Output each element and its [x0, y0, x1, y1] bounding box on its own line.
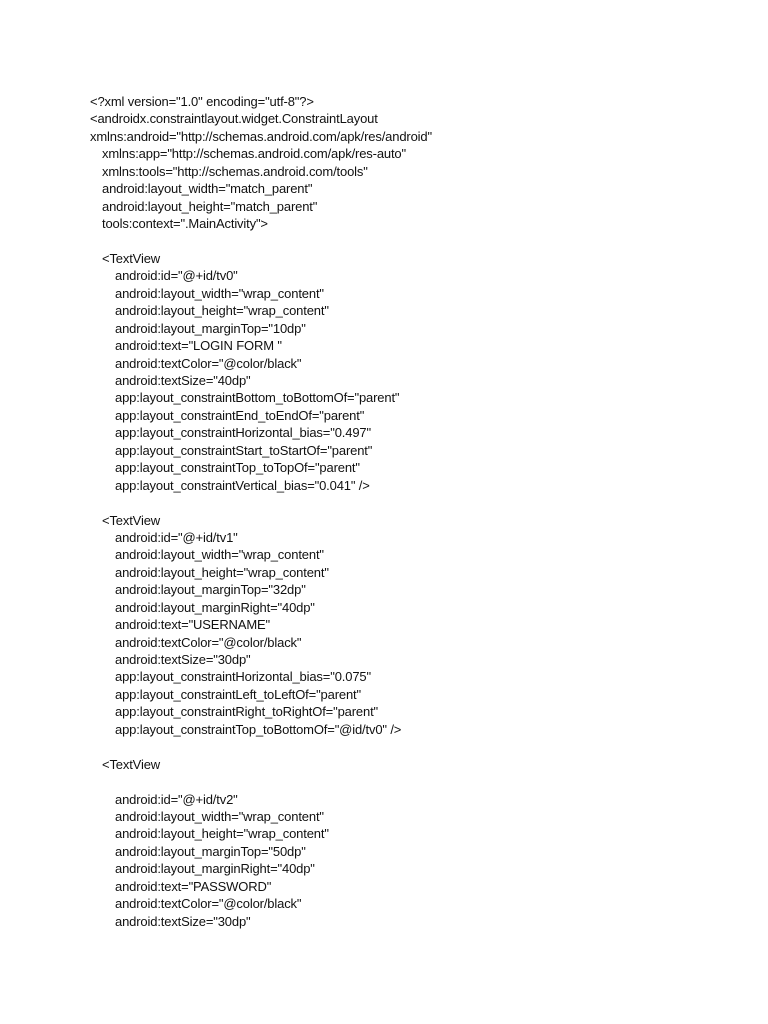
code-line: <TextView	[102, 756, 161, 772]
code-line: android:layout_marginTop="50dp"	[115, 843, 306, 859]
code-line: android:layout_marginRight="40dp"	[115, 861, 315, 877]
blank-line	[90, 494, 730, 511]
code-line: android:layout_height="wrap_content"	[115, 303, 329, 319]
code-line: android:textSize="30dp"	[115, 913, 251, 929]
code-line: android:layout_width="wrap_content"	[115, 285, 324, 301]
code-line: app:layout_constraintRight_toRightOf="parent"	[115, 704, 379, 720]
code-line: android:textSize="30dp"	[115, 652, 251, 667]
code-line: <androidx.constraintlayout.widget.ConstraintLayout	[90, 111, 378, 127]
xml-code-block	[90, 93, 730, 930]
code-line: android:id="@+id/tv0"	[115, 268, 238, 284]
blank-line	[90, 738, 730, 755]
code-line: tools:context=".MainActivity">	[102, 216, 268, 232]
code-line: android:textColor="@color/black"	[115, 896, 302, 912]
code-line: <TextView	[102, 512, 161, 528]
code-line: android:layout_width="wrap_content"	[115, 808, 324, 824]
code-line: android:layout_marginTop="10dp"	[115, 320, 306, 336]
blank-line	[90, 233, 730, 250]
code-line: app:layout_constraintLeft_toLeftOf="parent"	[115, 686, 361, 702]
code-line: android:text="PASSWORD"	[115, 878, 272, 894]
code-line: android:textColor="@color/black"	[115, 634, 302, 650]
code-line: xmlns:app="http://schemas.android.com/apk/res-auto"	[102, 146, 406, 162]
code-line: app:layout_constraintTop_toTopOf="parent"	[115, 460, 360, 476]
code-line: android:id="@+id/tv1"	[115, 529, 238, 545]
code-line: app:layout_constraintStart_toStartOf="parent"	[115, 442, 373, 458]
code-line: app:layout_constraintVertical_bias="0.041" />	[115, 477, 370, 493]
code-line: app:layout_constraintTop_toBottomOf="@id/tv0" />	[115, 721, 402, 737]
code-line: android:text="LOGIN FORM "	[115, 338, 282, 354]
code-line: android:id="@+id/tv2"	[115, 791, 238, 807]
code-line: android:textSize="40dp"	[115, 373, 251, 388]
code-line: android:layout_width="match_parent"	[102, 181, 313, 197]
blank-line	[90, 773, 730, 790]
code-line: <?xml version="1.0" encoding="utf-8"?>	[90, 94, 314, 109]
code-line: app:layout_constraintBottom_toBottomOf="parent"	[115, 390, 400, 406]
code-line: android:layout_height="wrap_content"	[115, 564, 329, 580]
code-line: app:layout_constraintHorizontal_bias="0.075"	[115, 669, 371, 685]
code-line: android:layout_width="wrap_content"	[115, 547, 324, 563]
code-line: android:textColor="@color/black"	[115, 355, 302, 371]
code-line: android:layout_height="wrap_content"	[115, 826, 329, 842]
code-line: <TextView	[102, 250, 161, 266]
code-line: app:layout_constraintEnd_toEndOf="parent"	[115, 407, 365, 423]
code-line: android:text="USERNAME"	[115, 617, 270, 633]
code-line: android:layout_marginRight="40dp"	[115, 599, 315, 615]
code-line: xmlns:tools="http://schemas.android.com/tools"	[102, 163, 368, 179]
code-line: android:layout_marginTop="32dp"	[115, 582, 306, 598]
code-line: app:layout_constraintHorizontal_bias="0.497"	[115, 425, 371, 441]
code-line: android:layout_height="match_parent"	[102, 198, 318, 214]
code-line: xmlns:android="http://schemas.android.com/apk/res/android"	[90, 128, 432, 144]
